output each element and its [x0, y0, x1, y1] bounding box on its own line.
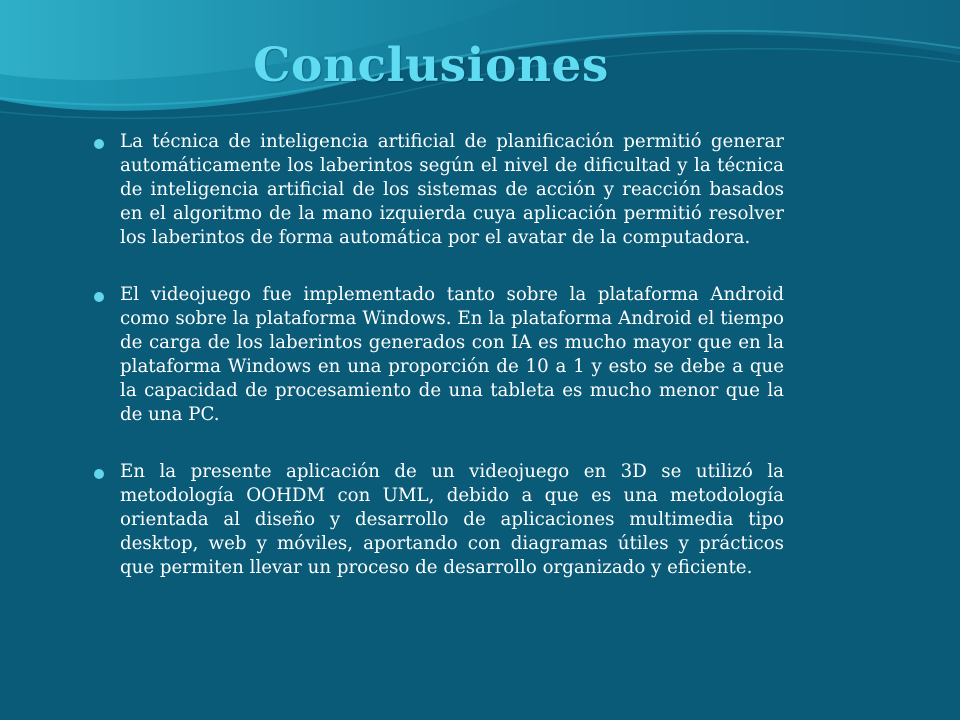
bullet-text: En la presente aplicación de un videojuego en 3D se utilizó la metodología OOHDM con UML, debido a que es una metodología orientada al diseño y desarrollo de aplicaciones multimedia tipo desktop, web y móviles, aportando con diagramas útiles y prácticos que permiten llevar un proceso de desarrollo organizado y eficiente.: [120, 461, 784, 578]
bullet-item: [92, 283, 784, 427]
bullet-icon: [94, 292, 104, 302]
bullet-icon: [94, 139, 104, 149]
bullet-list: [92, 130, 784, 613]
bullet-icon: [94, 469, 104, 479]
slide-title: Conclusiones: [253, 38, 609, 93]
bullet-item: [92, 460, 784, 580]
bullet-text: La técnica de inteligencia artificial de planificación permitió generar automáticamente los laberintos según el nivel de dificultad y la técnica de inteligencia artificial de los sistemas de acción y reacción basados en el algoritmo de la mano izquierda cuya aplicación permitió resolver los laberintos de forma automática por el avatar de la computadora.: [120, 131, 784, 248]
bullet-item: [92, 130, 784, 250]
bullet-text: El videojuego fue implementado tanto sobre la plataforma Android como sobre la plataforma Windows. En la plataforma Android el tiempo de carga de los laberintos generados con IA es mucho mayor que en la plataforma Windows en una proporción de 10 a 1 y esto se debe a que la capacidad de procesamiento de una tableta es mucho menor que la de una PC.: [120, 284, 784, 425]
